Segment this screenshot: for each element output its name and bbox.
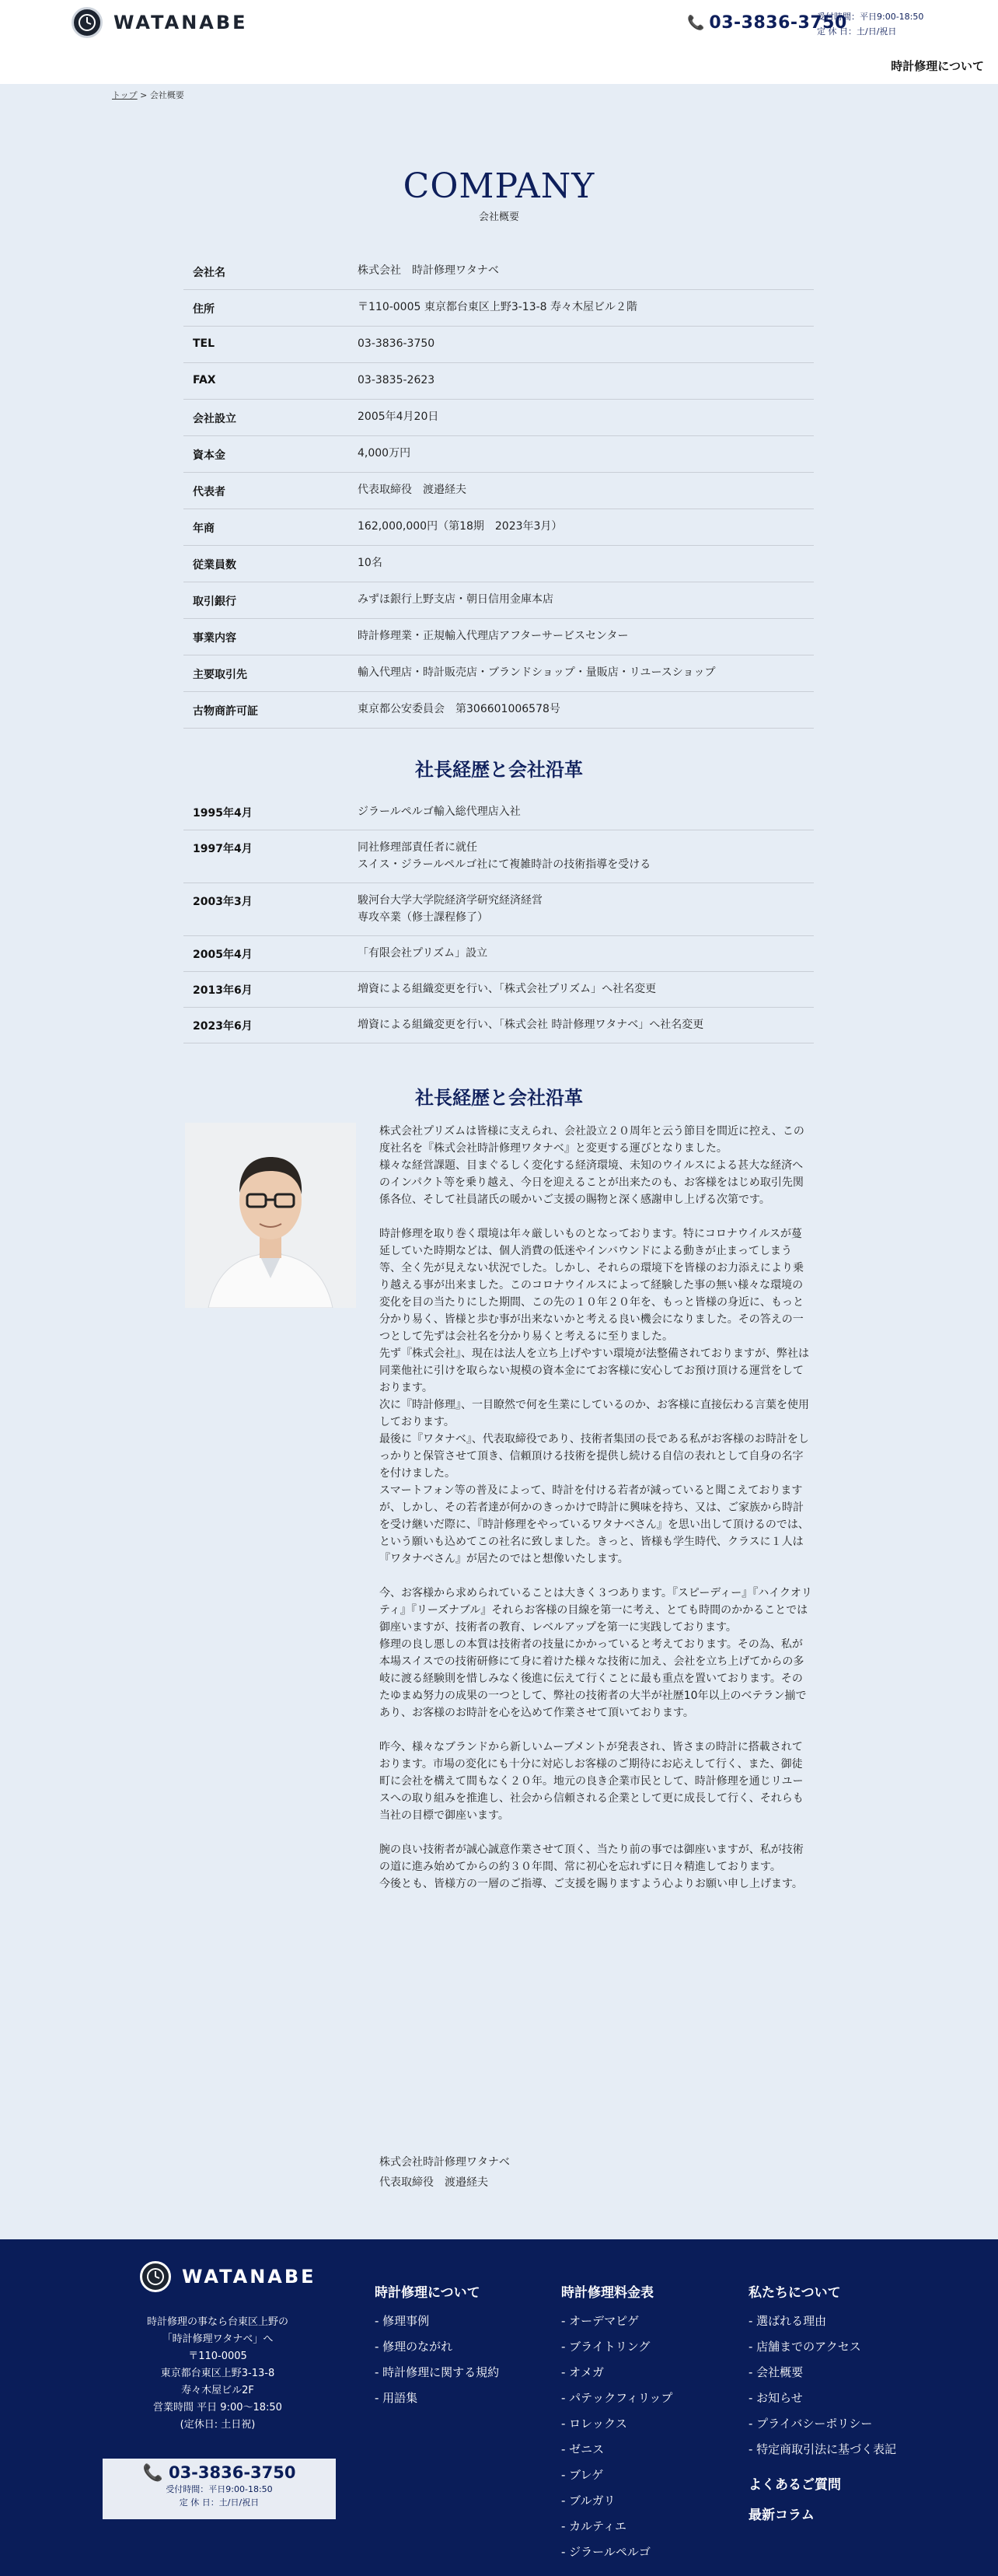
phone-icon: 📞 — [687, 15, 705, 31]
footer-link[interactable]: - カルティエ — [561, 2519, 626, 2533]
info-label: 古物商許可証 — [193, 705, 258, 718]
footer-link[interactable]: - 選ばれる理由 — [748, 2314, 827, 2328]
message-paragraph: 修理の良し悪しの本質は技術者の技量にかかっていると考えております。その為、私が本場スイスでの技術研修にて身に着けた様々な技術に加え、会社を立ち上げてからの多岐に渡る経験則を惜しみなく後進に伝えて行くことに最も重点を置いております。そのたゆまぬ努力の成果の一つとして、弊社の技術者の大半が社歴10年以上のベテラン揃であり、お客様のお時計を心を込めて作業させて頂いております。 — [379, 1638, 807, 1719]
footer-column-title[interactable]: 時計修理料金表 — [561, 2285, 654, 2301]
history-date: 2023年6月 — [193, 1020, 253, 1033]
footer-link[interactable]: - 修理のながれ — [375, 2340, 453, 2354]
footer-column-title[interactable]: 時計修理について — [375, 2285, 480, 2301]
history-section-title: 社長経歴と会社沿革 — [415, 759, 583, 781]
info-label: 年商 — [193, 523, 215, 535]
info-label: 主要取引先 — [193, 669, 247, 681]
footer-link[interactable]: - 会社概要 — [748, 2365, 804, 2379]
page-title: COMPANY — [403, 166, 595, 206]
footer-phone-number: 03-3836-3750 — [168, 2463, 296, 2482]
message-paragraph: 今後とも、皆様方の一層のご指導、ご支援を賜りますよう心よりお願い申し上げます。 — [379, 1878, 803, 1890]
info-label: 従業員数 — [193, 559, 236, 571]
table-row — [183, 830, 814, 883]
history-text: 「有限会社プリズム」設立 — [358, 947, 488, 959]
info-label: TEL — [193, 337, 215, 350]
table-row — [183, 972, 814, 1008]
table-row — [183, 546, 814, 582]
breadcrumb-separator: > — [140, 90, 148, 100]
footer-link[interactable]: - パテックフィリップ — [561, 2391, 673, 2405]
info-value: 東京都公安委員会 第306601006578号 — [358, 703, 560, 715]
message-section-title: 社長経歴と会社沿革 — [415, 1087, 583, 1109]
watch-logo-icon — [72, 7, 103, 38]
info-value: 輸入代理店・時計販売店・ブランドショップ・量販店・リユースショップ — [358, 666, 716, 679]
info-value: 株式会社 時計修理ワタナベ — [358, 264, 499, 277]
history-line: 駿河台大学大学院経済学研究経済経営 — [358, 894, 543, 907]
footer-info-line: (定休日: 土日祝) — [180, 2419, 256, 2431]
breadcrumb-current: 会社概要 — [149, 90, 184, 100]
info-label: 会社設立 — [193, 413, 236, 425]
message-paragraph: 先ず『株式会社』、現在は法人を立ち上げやすい環境が法整備されておりますが、弊社は同業他社に引けを取らない規模の資本金にてお客様に安心してお預け頂ける運営をしております。 — [379, 1347, 809, 1394]
message-paragraph: スマートフォン等の普及によって、時計を付ける若者が減っていると聞こえておりますが、しかし、その若者達が何かのきっかけで時計に興味を持ち、又は、ご家族から時計を受け継いだ際に、『時計修理をやっているワタナベさん』を思い出して頂けるのでは、という願いも込めてこの社名に致しました。きっと、皆様も学生時代、クラスに１人は『ワタナベさん』が居たのではと想像いたします。 — [379, 1484, 809, 1565]
table-row — [183, 400, 814, 436]
footer-link[interactable]: - オーデマピゲ — [561, 2314, 640, 2328]
signature-company: 株式会社時計修理ワタナベ — [379, 2156, 510, 2169]
footer-link[interactable]: - ブルガリ — [561, 2494, 616, 2508]
table-row — [183, 619, 814, 655]
table-row — [183, 1008, 814, 1043]
footer-link[interactable]: - お知らせ — [748, 2391, 803, 2405]
president-portrait — [185, 1123, 356, 1308]
footer-column-repair — [375, 2281, 499, 2411]
info-label: 代表者 — [193, 486, 225, 498]
history-text: ジラールペルゴ輸入総代理店入社 — [358, 806, 521, 818]
footer-faq-link[interactable]: よくあるご質問 — [748, 2477, 841, 2493]
footer-phone-hours-2: 定 休 日：土/日/祝日 — [179, 2497, 260, 2508]
header-hours — [817, 9, 923, 39]
history-date: 2003年3月 — [193, 896, 253, 908]
history-text — [358, 839, 651, 873]
watch-logo-icon — [140, 2261, 171, 2292]
footer-column-about — [748, 2281, 896, 2523]
footer-link[interactable]: - プライバシーポリシー — [748, 2417, 873, 2431]
table-row — [183, 692, 814, 729]
breadcrumb-home-link[interactable]: トップ — [112, 90, 138, 100]
info-label: 会社名 — [193, 267, 225, 279]
table-row — [183, 582, 814, 619]
footer-link[interactable]: - ゼニス — [561, 2442, 605, 2456]
nav-item-repair[interactable]: 時計修理について — [891, 59, 984, 73]
message-paragraph: 様々な経営課題、目まぐるしく変化する経済環境、未知のウイルスによる甚大な経済へのインパクト等を乗り越え、今日を迎えることが出来たのも、お客様をはじめ取引先関係各位、そして社員諸氏の暖かいご支援の賜物と深く感謝申し上げる次第です。 — [379, 1159, 804, 1206]
footer-link[interactable]: - 修理事例 — [375, 2314, 430, 2328]
history-text: 増資による組織変更を行い、「株式会社 時計修理ワタナベ」へ社名変更 — [358, 1019, 704, 1031]
footer-info-line: 時計修理の事なら台東区上野の — [146, 2316, 288, 2328]
site-logo[interactable] — [72, 7, 248, 38]
table-row — [183, 936, 814, 972]
logo-text: WATANABE — [113, 12, 248, 33]
page-subtitle: 会社概要 — [478, 211, 519, 223]
info-value: 03-3836-3750 — [358, 337, 435, 350]
footer-column-title[interactable]: 私たちについて — [748, 2285, 841, 2301]
signature-name: 代表取締役 渡邉経夫 — [379, 2176, 488, 2189]
footer-link[interactable]: - オメガ — [561, 2365, 605, 2379]
header-phone-number: 03-3836-3750 — [709, 13, 847, 33]
president-message — [379, 1123, 813, 1893]
footer-link[interactable]: - ジラールペルゴ — [561, 2545, 651, 2559]
message-paragraph: 時計修理を取り巻く環境は年々厳しいものとなっております。特にコロナウイルスが蔓延していた時期などは、個人消費の低迷やインバウンドによる動きが止まってしまう等、全く先が見えない状況でした。しかし、それらの環境下を皆様のお力添えにより乗り越える事が出来ました。このコロナウイルスによって経験した事の無い様々な環境の変化を目の当たりにした期間、この先の１０年２０年を、もっと皆様の身近に、もっと分かり易く、皆様と歩む事が出来ないかと考える良い機会になりました。その答えの一つとして先ずは会社名を分かり易くと考えるに至りました。 — [379, 1228, 804, 1343]
footer-column-prices — [561, 2281, 672, 2565]
footer-link[interactable]: - 特定商取引法に基づく表記 — [748, 2442, 897, 2456]
table-row — [183, 436, 814, 473]
history-text — [358, 892, 543, 926]
site-footer — [0, 2239, 998, 2576]
footer-column-link[interactable]: 最新コラム — [748, 2508, 815, 2523]
info-label: 取引銀行 — [193, 596, 236, 608]
footer-link[interactable]: - ブレゲ — [561, 2468, 604, 2482]
info-value: 162,000,000円（第18期 2023年3月） — [358, 520, 563, 533]
table-row — [183, 509, 814, 546]
info-value: 〒110-0005 東京都台東区上野3-13-8 寿々木屋ビル２階 — [358, 301, 638, 313]
footer-company-info — [101, 2314, 334, 2434]
footer-link[interactable]: - 用語集 — [375, 2391, 418, 2405]
footer-logo[interactable] — [140, 2261, 316, 2292]
footer-info-line: 寿々木屋ビル2F — [181, 2385, 254, 2396]
info-value: 2005年4月20日 — [358, 411, 439, 423]
breadcrumb — [112, 89, 184, 101]
history-date: 1995年4月 — [193, 807, 253, 820]
history-date: 2005年4月 — [193, 949, 253, 961]
table-row — [183, 883, 814, 936]
table-row — [183, 363, 814, 400]
message-paragraph: 次に『時計修理』、一目瞭然で何を生業にしているのか、お客様に直接伝わる言葉を使用しております。 — [379, 1399, 809, 1428]
footer-phone-hours-1: 受付時間：平日9:00-18:50 — [166, 2484, 273, 2494]
history-text: 増資による組織変更を行い、「株式会社プリズム」へ社名変更 — [358, 983, 657, 995]
footer-info-line: 東京都台東区上野3-13-8 — [160, 2368, 275, 2379]
footer-link[interactable]: - ブライトリング — [561, 2340, 651, 2354]
info-label: 住所 — [193, 303, 215, 316]
info-value: 4,000万円 — [358, 447, 411, 460]
history-date: 1997年4月 — [193, 843, 253, 855]
info-value: 10名 — [358, 557, 382, 569]
footer-phone — [103, 2463, 336, 2483]
footer-info-line: 営業時間 平日 9:00～18:50 — [153, 2402, 282, 2413]
footer-link[interactable]: - ロレックス — [561, 2417, 627, 2431]
footer-link[interactable]: - 店舗までのアクセス — [748, 2340, 861, 2354]
info-value: 代表取締役 渡邉経夫 — [358, 484, 466, 496]
message-paragraph: 腕の良い技術者が誠心誠意作業させて頂く、当たり前の事では御座いますが、私が技術の道に進み始めてからの約３０年間、常に初心を忘れずに日々精進しております。 — [379, 1844, 804, 1873]
footer-phone-button[interactable] — [103, 2459, 336, 2519]
info-label: FAX — [193, 374, 216, 386]
table-row — [183, 327, 814, 363]
message-paragraph: 昨今、様々なブランドから新しいムーブメントが発表され、皆さまの時計に搭載されております。市場の変化にも十分に対応しお客様のご期待にお応えして行く、また、御徒町に会社を構えて間もなく２０年。地元の良き企業市民として、時計修理を通じリユースへの取り組みを推進し、社会から信頼される企業として更に成長して行く、それらも当社の目標で御座います。 — [379, 1741, 804, 1822]
info-value: 03-3835-2623 — [358, 374, 435, 386]
history-line: 同社修理部責任者に就任 — [358, 841, 477, 854]
history-line: 専攻卒業（修士課程修了） — [358, 911, 488, 924]
footer-link[interactable]: - 時計修理に関する規約 — [375, 2365, 500, 2379]
history-table — [183, 795, 814, 1043]
table-row — [183, 795, 814, 830]
table-row — [183, 655, 814, 692]
history-date: 2013年6月 — [193, 984, 253, 997]
footer-logo-text: WATANABE — [182, 2266, 316, 2288]
message-paragraph: 最後に『ワタナベ』、代表取締役であり、技術者集団の長である私がお客様のお時計をしっかりと保管させて頂き、信頼頂ける技術を提供し続ける自信の表れとして自身の名字を付けました。 — [379, 1433, 809, 1480]
header-hours-line1: 受付時間：平日9:00-18:50 — [817, 12, 924, 22]
table-row — [183, 473, 814, 509]
message-signature — [379, 2152, 510, 2193]
info-value: みずほ銀行上野支店・朝日信用金庫本店 — [358, 593, 553, 606]
site-header — [0, 0, 998, 84]
info-value: 時計修理業・正規輸入代理店アフターサービスセンター — [358, 630, 629, 642]
company-info-table — [183, 253, 814, 729]
info-label: 事業内容 — [193, 632, 236, 645]
footer-info-line: 〒110-0005 — [188, 2351, 247, 2362]
table-row — [183, 253, 814, 290]
header-hours-line2: 定 休 日：土/日/祝日 — [817, 26, 897, 37]
phone-icon: 📞 — [142, 2463, 163, 2482]
info-label: 資本金 — [193, 449, 225, 462]
history-line: スイス・ジラールペルゴ社にて複雑時計の技術指導を受ける — [358, 858, 651, 871]
message-paragraph: 今、お客様から求められていることは大きく３つあります。『スピーディー』『ハイクオリティ』『リーズナブル』それらお客様の目線を第一に考え、とても時間のかかることでは御座いますが、技術者の教育、レベルアップを第一に実践しております。 — [379, 1587, 812, 1634]
message-paragraph: 株式会社プリズムは皆様に支えられ、会社設立２０周年と云う節目を間近に控え、この度社名を『株式会社時計修理ワタナベ』と変更する運びとなりました。 — [379, 1125, 804, 1155]
table-row — [183, 290, 814, 327]
footer-info-line: 「時計修理ワタナベ」へ — [162, 2333, 274, 2345]
